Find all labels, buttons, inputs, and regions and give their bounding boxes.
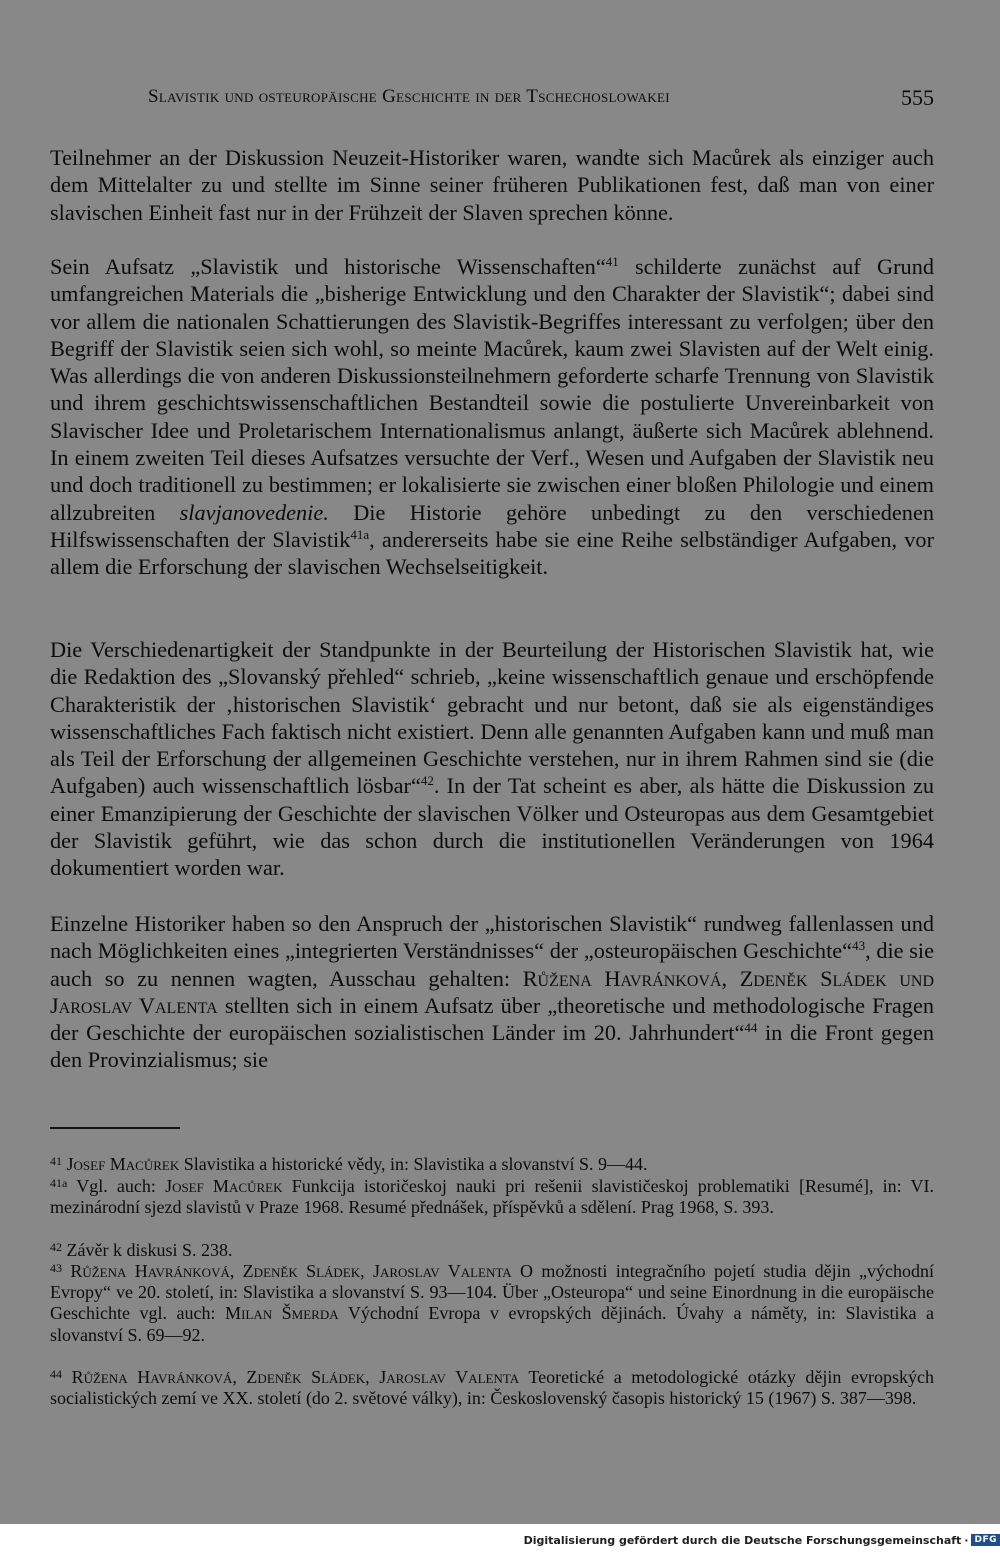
- paragraph-2-text-d: , andererseits habe sie eine Reihe selbständiger Aufgaben, vor allem die Erforschung der slavischen Wechselseitigkeit.: [50, 526, 934, 580]
- italic-term: slavjanovedenie.: [179, 499, 329, 525]
- paragraph-3: [50, 636, 934, 882]
- paragraph-3-text-b: . In der Tat scheint es aber, als hätte die Diskussion zu einer Emanzipierung der Geschichte der slavischen Völker und Osteuropas aus dem Gesamtgebiet der Slavistik geführt, wie das schon durch die institutionellen Veränderungen von 1964 dokumentiert worden war.: [50, 773, 935, 881]
- digitization-footer: [524, 1532, 1000, 1548]
- paragraph-4-text-c: stellten sich in einem Aufsatz über „theoretische und methodologische Fragen der Geschichte der europäischen sozialistischen Länder im 20. Jahrhundert“: [50, 992, 935, 1046]
- footnote-ref-44: 44: [744, 1020, 758, 1036]
- paragraph-4-text-a: Einzelne Historiker haben so den Anspruch der „historischen Slavistik“ rundweg fallenlassen und nach Möglichkeiten eines „integrierten Verständnisses“ der „osteuropäischen Geschichte“: [50, 911, 934, 964]
- paragraph-4-text-b: , die sie auch so zu nennen wagten, Ausschau gehalten:: [50, 938, 935, 991]
- footnote-text: Slavistika a historické vědy, in: Slavistika a slovanství S. 9—44.: [179, 1154, 648, 1174]
- running-title: Slavistik und osteuropäische Geschichte in der Tschechoslowakei: [148, 86, 670, 107]
- page-number: 555: [901, 85, 934, 110]
- paragraph-2-text-a: Sein Aufsatz „Slavistik und historische Wissenschaften“: [50, 254, 606, 279]
- footnote-ref-41: 41: [605, 254, 619, 269]
- footnote-ref-41a: 41a: [350, 526, 370, 542]
- footnote-44: [50, 1364, 934, 1409]
- paragraph-3-text-a: Die Verschiedenartigkeit der Standpunkte in der Beurteilung der Historischen Slavistik hat, wie die Redaktion des „Slovanský přehled“ schrieb, „keine wissenschaftlich genaue und erschöpfende Charakteristik der ‚historischen Slavistik‘ gebracht und nur betont, daß sie als eigenständiges wissenschaftliches Fach faktisch nicht existiert. Denn alle genannten Aufgaben kann und muß man als Teil der Erforschung der allgemeinen Geschichte verstehen, nur in ihrem Rahmen sind sie (die Aufgaben) auch wissenschaftlich lösbar“: [50, 637, 934, 799]
- footnote-author: Josef Macůrek: [165, 1176, 283, 1196]
- footnote-number: 42: [50, 1240, 62, 1254]
- footnote-author-2: Milan Šmerda: [225, 1303, 339, 1324]
- author-names: Růžena Havránková, Zdeněk Sládek und Jaroslav Valenta: [50, 965, 934, 1018]
- footer-separator: ·: [964, 1533, 969, 1547]
- footnote-author: Růžena Havránková, Zdeněk Sládek, Jaroslav Valenta: [71, 1367, 520, 1387]
- footnote-ref-43: 43: [852, 938, 866, 954]
- dfg-logo-icon: DFG: [971, 1534, 1000, 1546]
- paragraph-2-text-c: Die Historie gehöre unbedingt zu den verschiedenen Hilfswissenschaften der Slavistik: [50, 499, 934, 552]
- paragraph-4: [50, 910, 934, 1074]
- footnote-author: Josef Macůrek: [66, 1154, 180, 1174]
- paragraph-1: [50, 144, 934, 226]
- footnote-author: Růžena Havránková, Zdeněk Sládek, Jaroslav Valenta: [70, 1261, 512, 1281]
- footnote-text: Závěr k diskusi S. 238.: [62, 1240, 233, 1260]
- footnote-lead: Vgl. auch:: [67, 1176, 166, 1196]
- footnote-ref-42: 42: [420, 773, 434, 789]
- footnote-rule: [50, 1127, 180, 1129]
- paragraph-1-text: Teilnehmer an der Diskussion Neuzeit-Historiker waren, wandte sich Macůrek als einziger auch dem Mittelalter zu und stellte im Sinne seiner früheren Publikationen fest, daß man von einer slavischen Einheit fast nur in der Frühzeit der Slaven sprechen könne.: [50, 145, 934, 225]
- paragraph-2: [50, 253, 934, 581]
- paragraph-2-text-b: schilderte zunächst auf Grund umfangreichen Materials die „bisherige Entwicklung und den Charakter der Slavistik“; dabei sind vor allem die nationalen Schattierungen des Slavistik-Begriffes interessant zu verfolgen; über den Begriff der Slavistik seien sich wohl, so meinte Macůrek, kaum zwei Slavisten auf der Welt einig. Was allerdings die von anderen Diskussionsteilnehmern geforderte scharfe Trennung von Slavistik und ihrem geschichtswissenschaftlichen Bestandteil sowie die postulierte Unvereinbarkeit von Slavischer Idee und Proletarischem Internationalismus anlangt, äußerte sich Macůrek ablehnend. In einem zweiten Teil dieses Aufsatzes versuchte der Verf., Wesen und Aufgaben der Slavistik neu und doch traditionell zu bestimmen; er lokalisierte sie zwischen einer bloßen Philologie und einem allzubreiten: [50, 254, 934, 525]
- footnote-41a: [50, 1173, 934, 1218]
- footnote-number: 44: [50, 1367, 62, 1381]
- footnote-43: [50, 1258, 934, 1346]
- footnote-text-a: O možnosti integračního pojetí studia dějin „východní Evropy“ ve 20. století, in: Slavistika a slovanství S. 93—104. Über „Osteuropa“ und seine Einordnung in die europäische Geschichte vgl. auch:: [50, 1261, 934, 1324]
- footnote-41: [50, 1151, 934, 1175]
- footnote-text: Funkcija istoričeskoj nauki pri rešenii slavističeskoj problematiki [Resumé], in: VI. mezinárodní sjezd slavistů v Praze 1968. Resumé přednášek, příspěvků a sdělení. Prag 1968, S. 393.: [50, 1176, 935, 1218]
- footnote-number: 41: [50, 1154, 62, 1168]
- footnote-text: Teoretické a metodologické otázky dějin evropských socialistických zemí ve XX. století (do 2. světové války), in: Československý časopis historický 15 (1967) S. 387—398.: [50, 1367, 934, 1409]
- footnote-number: 43: [50, 1261, 62, 1275]
- footnote-text-b: Východní Evropa v evropských dějinách. Úvahy a náměty, in: Slavistika a slovanství S. 69—92.: [50, 1303, 934, 1345]
- footer-credit: Digitalisierung gefördert durch die Deutsche Forschungsgemeinschaft: [523, 1533, 962, 1547]
- paragraph-4-text-d: in die Front gegen den Provinzialismus; sie: [50, 1020, 934, 1073]
- running-head: [148, 86, 934, 116]
- footnote-number: 41a: [50, 1176, 68, 1190]
